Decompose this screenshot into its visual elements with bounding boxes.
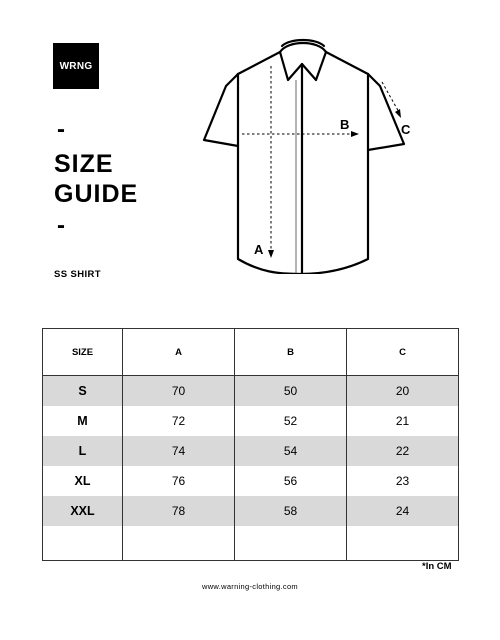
product-subtitle: SS SHIRT [54,269,102,280]
measure-a-cell: 76 [123,466,235,496]
column-header-b: B [235,329,347,376]
size-table [42,328,459,561]
size-cell: M [43,406,123,436]
table-row [43,376,459,407]
measure-c-cell: 23 [347,466,459,496]
size-cell: S [43,376,123,407]
measure-c-cell: 21 [347,406,459,436]
page-title-line-2: GUIDE [54,180,139,208]
column-header-c: C [347,329,459,376]
measure-c-cell: 20 [347,376,459,407]
diagram-label-c: C [401,122,411,137]
measure-b-cell: 52 [235,406,347,436]
empty-cell [347,526,459,561]
shirt-diagram [198,34,418,274]
diagram-label-b: B [340,117,350,132]
unit-note: *In CM [422,561,452,572]
measure-c-cell: 22 [347,436,459,466]
column-header-size: SIZE [43,329,123,376]
table-row [43,436,459,466]
diagram-label-a: A [254,242,264,257]
table-row [43,406,459,436]
footer-website: www.warning-clothing.com [202,582,298,591]
measure-b-cell: 50 [235,376,347,407]
size-cell: L [43,436,123,466]
measure-a-cell: 78 [123,496,235,526]
measure-a-cell: 70 [123,376,235,407]
page-title-line-1: SIZE [54,150,114,178]
table-empty-row [43,526,459,561]
measure-a-cell: 74 [123,436,235,466]
measure-b-cell: 58 [235,496,347,526]
empty-cell [123,526,235,561]
size-cell: XXL [43,496,123,526]
column-header-a: A [123,329,235,376]
empty-cell [43,526,123,561]
empty-cell [235,526,347,561]
title-dash-bottom: - [57,212,65,239]
table-header-row [43,329,459,376]
title-dash-top: - [57,116,65,143]
measure-b-cell: 54 [235,436,347,466]
table-row [43,496,459,526]
table-row [43,466,459,496]
brand-logo: WRNG [53,43,99,89]
measure-a-cell: 72 [123,406,235,436]
measure-b-cell: 56 [235,466,347,496]
measure-c-cell: 24 [347,496,459,526]
size-cell: XL [43,466,123,496]
